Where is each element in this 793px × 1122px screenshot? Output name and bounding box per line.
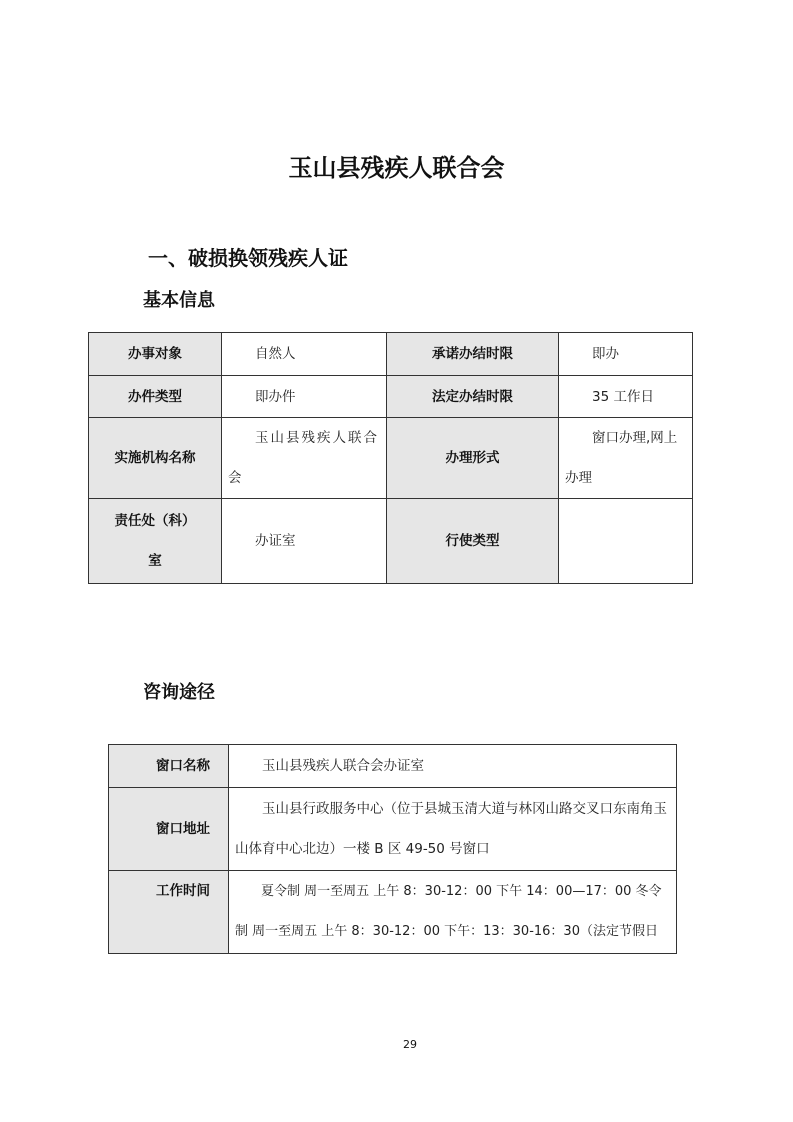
table-value: 夏令制 周一至周五 上午 8：30-12：00 下午 14：00—17：00 冬令制 周一至周五 上午 8：30-12：00 下午：13：30-16：30（法定节假日: [229, 871, 677, 954]
table-value: 35 工作日: [559, 376, 693, 418]
table-key: 办件类型: [89, 376, 222, 418]
table-key: 工作时间: [109, 871, 229, 954]
table-row: [109, 745, 677, 788]
table-value: 办证室: [222, 499, 387, 584]
table-value: 玉山县残疾人联合会: [222, 418, 387, 499]
table-key: 窗口名称: [109, 745, 229, 788]
table-key: 实施机构名称: [89, 418, 222, 499]
table-key: 责任处（科）室: [89, 499, 222, 584]
table-key: 办事对象: [89, 333, 222, 376]
table-value: 即办: [559, 333, 693, 376]
table-row: [109, 871, 677, 954]
basic-info-heading: 基本信息: [143, 290, 215, 311]
table-value: 玉山县行政服务中心（位于县城玉清大道与林冈山路交叉口东南角玉山体育中心北边）一楼 B 区 49-50 号窗口: [229, 788, 677, 871]
table-row: [89, 499, 693, 584]
table-key: 行使类型: [387, 499, 559, 584]
table-value: [559, 499, 693, 584]
document-title: 玉山县残疾人联合会: [288, 153, 505, 182]
consult-table: [108, 744, 677, 954]
table-value: 即办件: [222, 376, 387, 418]
table-row: [89, 418, 693, 499]
table-value: 窗口办理,网上办理: [559, 418, 693, 499]
table-row: [109, 788, 677, 871]
table-row: [89, 376, 693, 418]
table-key: 承诺办结时限: [387, 333, 559, 376]
section-heading: 一、破损换领残疾人证: [148, 246, 348, 270]
table-row: [89, 333, 693, 376]
basic-info-table: [88, 332, 693, 584]
table-value: 玉山县残疾人联合会办证室: [229, 745, 677, 788]
table-key: 法定办结时限: [387, 376, 559, 418]
table-value: 自然人: [222, 333, 387, 376]
table-key: 办理形式: [387, 418, 559, 499]
consult-heading: 咨询途径: [143, 682, 215, 703]
table-key: 窗口地址: [109, 788, 229, 871]
page-number: 29: [403, 1038, 417, 1051]
